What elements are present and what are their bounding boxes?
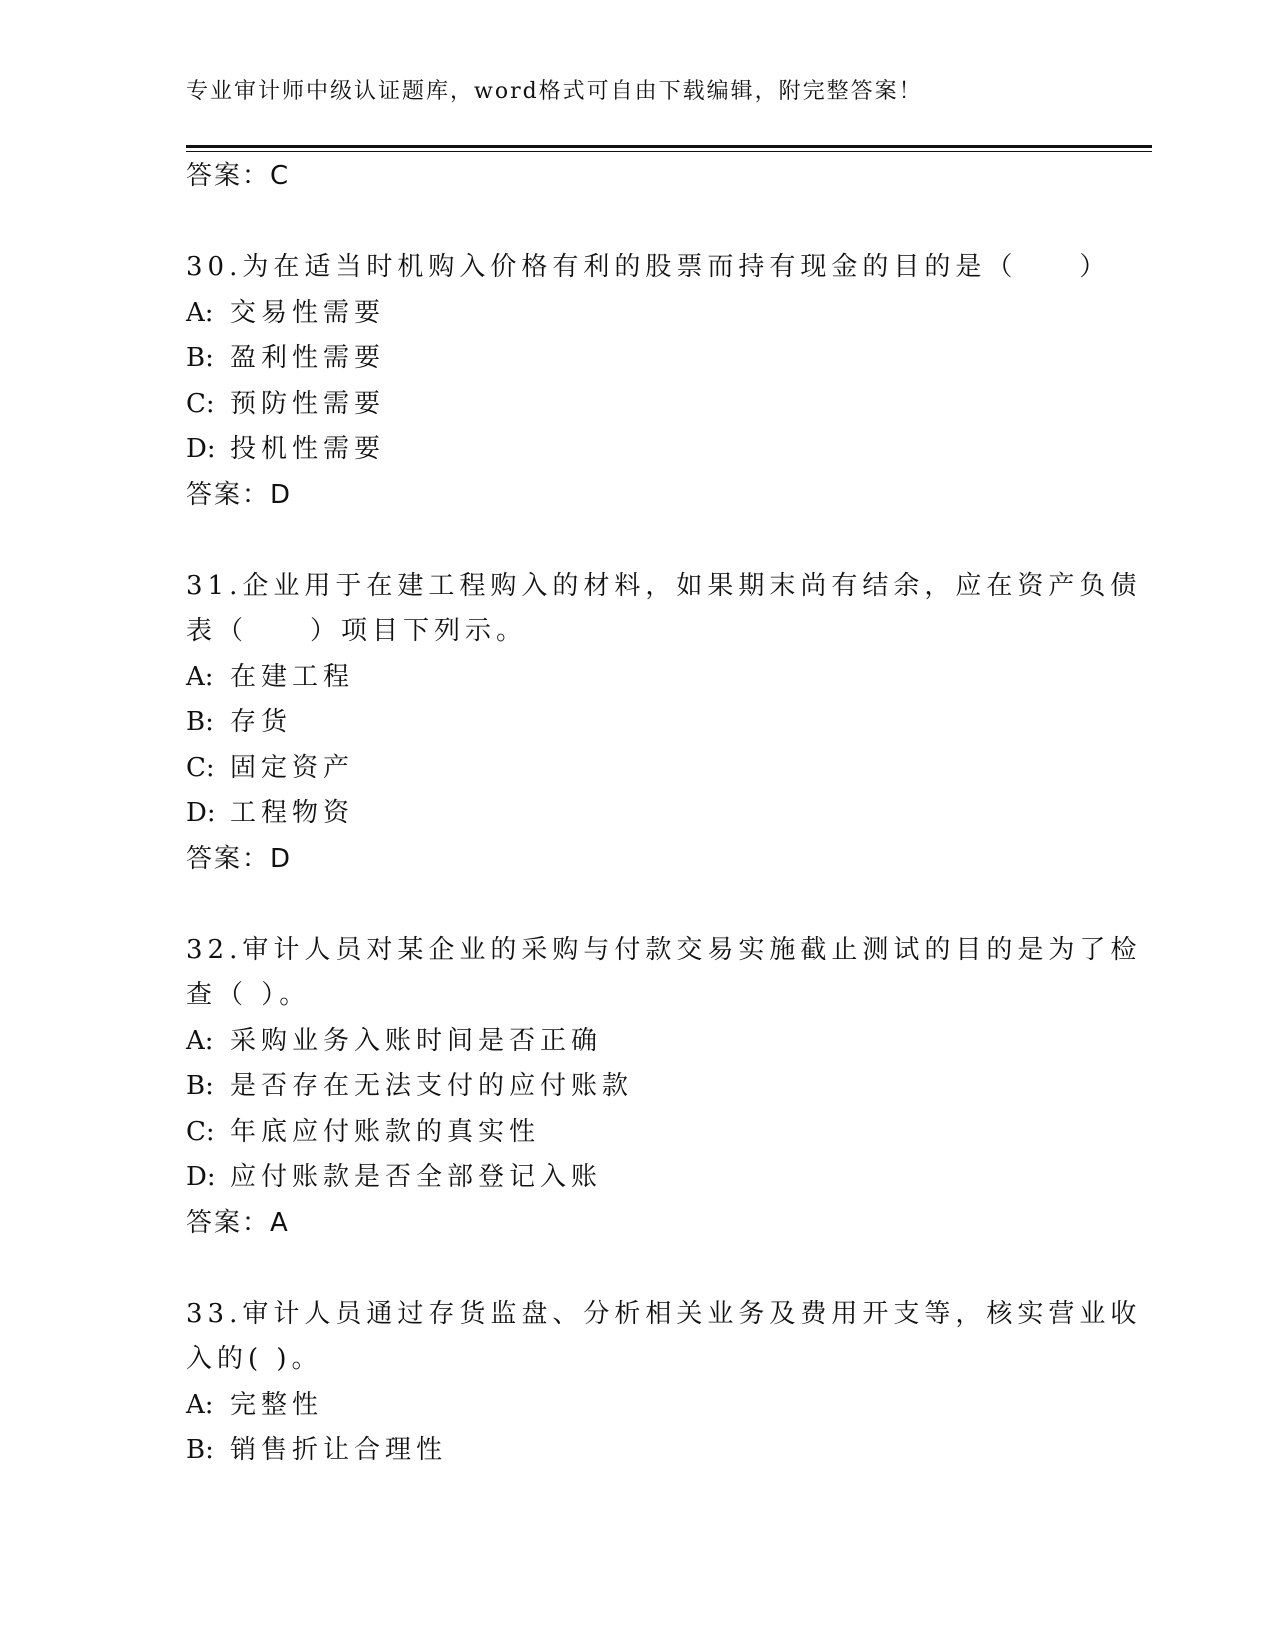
option-letter: A: [186,661,214,692]
option-text: 应付账款是否全部登记入账 [230,1162,603,1192]
option-d [186,1155,1086,1201]
option-c [186,382,1086,428]
option-letter: C: [186,388,215,419]
option-letter: C: [186,752,215,783]
question-stem: 33.审计人员通过存货监盘、分析相关业务及费用开支等，核实营业收 [186,1298,1142,1329]
question-30 [186,245,1111,518]
previous-answer: 答案：C [186,161,291,191]
option-letter: A: [186,1389,214,1420]
option-text: 交易性需要 [230,297,386,328]
spacer [186,882,1086,928]
option-letter: A: [186,297,214,328]
option-letter: D: [186,434,216,464]
option-c [186,1110,1086,1156]
option-a [186,1019,1086,1065]
option-d [186,427,1086,473]
question-stem: 30.为在适当时机购入价格有利的股票而持有现金的目的是（ ） [186,252,1111,282]
option-letter: B: [186,1071,214,1101]
option-a [186,1383,1086,1429]
question-stem: 31.企业用于在建工程购入的材料，如果期末尚有结余，应在资产负债 [186,570,1142,601]
option-b [186,1064,1086,1110]
option-letter: D: [186,1162,216,1192]
spacer [186,518,1086,564]
option-text: 预防性需要 [230,388,386,419]
option-text: 在建工程 [230,661,355,692]
question-stem: 32.审计人员对某企业的采购与付款交易实施截止测试的目的是为了检 [186,934,1142,965]
answer: 答案：A [186,1207,290,1238]
option-c [186,746,1086,792]
option-text: 存货 [230,707,293,737]
option-letter: A: [186,1025,214,1056]
question-list [186,154,1142,1474]
option-text: 年底应付账款的真实性 [230,1116,541,1147]
option-text: 固定资产 [230,752,355,783]
question-31 [186,564,1142,883]
option-letter: B: [186,343,214,373]
option-letter: D: [186,798,216,828]
question-stem-continued: 查（ ）。 [186,980,311,1010]
header-rule-thin [186,151,1152,152]
option-text: 销售折让合理性 [230,1435,448,1465]
answer: 答案：D [186,479,293,510]
option-text: 投机性需要 [230,434,386,464]
answer: 答案：D [186,843,293,874]
option-b [186,1428,1086,1474]
option-letter: C: [186,1116,215,1147]
option-text: 工程物资 [230,798,355,828]
option-text: 盈利性需要 [230,343,386,373]
page-header: 专业审计师中级认证题库，word格式可自由下载编辑，附完整答案！ [186,79,923,104]
option-a [186,655,1086,701]
option-text: 采购业务入账时间是否正确 [230,1025,603,1056]
option-text: 完整性 [230,1389,324,1420]
question-stem-continued: 入的( )。 [186,1344,323,1374]
option-b [186,336,1086,382]
spacer [186,200,1086,246]
option-letter: B: [186,1435,214,1465]
question-stem-continued: 表（ ）项目下列示。 [186,616,528,646]
option-b [186,700,1086,746]
option-text: 是否存在无法支付的应付账款 [230,1071,634,1101]
question-33 [186,1292,1142,1474]
spacer [186,1246,1086,1292]
option-letter: B: [186,707,214,737]
header-rule-thick [186,145,1152,148]
option-a [186,291,1086,337]
question-32 [186,928,1142,1247]
option-d [186,791,1086,837]
